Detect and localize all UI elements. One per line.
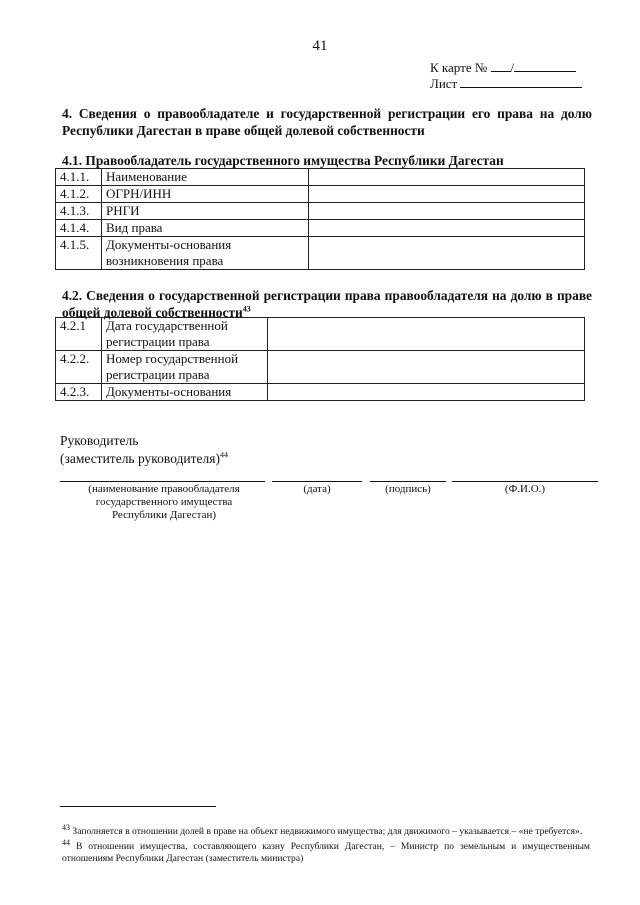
row-number: 4.2.3. xyxy=(56,384,102,401)
row-value-field[interactable] xyxy=(268,384,585,401)
row-label: ОГРН/ИНН xyxy=(102,186,309,203)
row-number: 4.1.5. xyxy=(56,237,102,270)
signer-line-2-text: (заместитель руководителя) xyxy=(60,451,220,466)
owner-name-caption: (наименование правообладателя государственного имущества Республики Дагестан) xyxy=(88,483,240,521)
fio-line[interactable] xyxy=(452,481,598,482)
table-row xyxy=(56,351,585,384)
card-slash: / xyxy=(510,60,515,75)
card-number-blank[interactable] xyxy=(491,60,511,72)
table-row xyxy=(56,384,585,401)
row-label: Дата государственной регистрации права xyxy=(102,318,268,351)
card-label: К карте № xyxy=(430,60,488,75)
sheet-line xyxy=(430,76,582,92)
row-label: Документы-основания возникновения права xyxy=(102,237,309,270)
table-row xyxy=(56,186,585,203)
footnote-ref-44[interactable]: 44 xyxy=(219,450,228,460)
row-value-field[interactable] xyxy=(309,237,585,270)
row-label: Номер государственной регистрации права xyxy=(102,351,268,384)
row-value-field[interactable] xyxy=(309,169,585,186)
footnotes xyxy=(62,822,590,868)
signature-line[interactable] xyxy=(370,481,446,482)
table-row xyxy=(56,237,585,270)
section-4-2-title-text: 4.2. Сведения о государственной регистрации права правообладателя на долю в праве общей долевой собственности xyxy=(62,288,592,320)
signer-line-2 xyxy=(60,450,228,468)
row-label: РНГИ xyxy=(102,203,309,220)
page-number: 41 xyxy=(312,38,328,54)
row-number: 4.1.2. xyxy=(56,186,102,203)
sheet-blank[interactable] xyxy=(460,76,582,88)
card-subnumber-blank[interactable] xyxy=(514,60,576,72)
table-row xyxy=(56,220,585,237)
row-label: Наименование xyxy=(102,169,309,186)
row-number: 4.1.3. xyxy=(56,203,102,220)
row-value-field[interactable] xyxy=(309,186,585,203)
fio-caption: (Ф.И.О.) xyxy=(504,483,546,495)
signature-caption: (подпись) xyxy=(385,483,431,495)
footnote-mark: 44 xyxy=(62,837,70,847)
row-value-field[interactable] xyxy=(268,351,585,384)
row-label: Документы-основания xyxy=(102,384,268,401)
section-4-title: 4. Сведения о правообладателе и государственной регистрации его права на долю Республики Дагестан в праве общей долевой собственности xyxy=(62,106,592,138)
footnote-44 xyxy=(62,837,590,865)
signer-line-1: Руководитель xyxy=(60,433,139,448)
row-number: 4.1.4. xyxy=(56,220,102,237)
card-reference xyxy=(430,60,582,92)
sheet-label: Лист xyxy=(430,76,458,91)
section-4-1-title: 4.1. Правообладатель государственного имущества Республики Дагестан xyxy=(62,153,504,168)
row-number: 4.2.1 xyxy=(56,318,102,351)
footnote-text: В отношении имущества, составляющего казну Республики Дагестан, – Министр по земельным и имущественным отношениям Республики Дагестан (заместитель министра) xyxy=(62,841,590,864)
signer-title xyxy=(60,432,228,468)
table-row xyxy=(56,169,585,186)
section-4-2-title xyxy=(62,287,592,321)
row-number: 4.2.2. xyxy=(56,351,102,384)
row-value-field[interactable] xyxy=(268,318,585,351)
footnote-43 xyxy=(62,822,590,838)
footnote-separator xyxy=(60,806,216,807)
footnote-mark: 43 xyxy=(62,822,70,832)
row-value-field[interactable] xyxy=(309,220,585,237)
card-number-line xyxy=(430,60,582,76)
owner-name-line[interactable] xyxy=(60,481,265,482)
owner-table xyxy=(55,168,585,270)
date-line[interactable] xyxy=(272,481,362,482)
table-row xyxy=(56,203,585,220)
date-caption: (дата) xyxy=(303,483,331,495)
row-label: Вид права xyxy=(102,220,309,237)
footnote-ref-43[interactable]: 43 xyxy=(242,304,251,314)
registration-table xyxy=(55,317,585,401)
footnote-text: Заполняется в отношении долей в праве на объект недвижимого имущества; для движимого – указывается – «не требуется». xyxy=(72,826,583,837)
table-row xyxy=(56,318,585,351)
row-number: 4.1.1. xyxy=(56,169,102,186)
row-value-field[interactable] xyxy=(309,203,585,220)
